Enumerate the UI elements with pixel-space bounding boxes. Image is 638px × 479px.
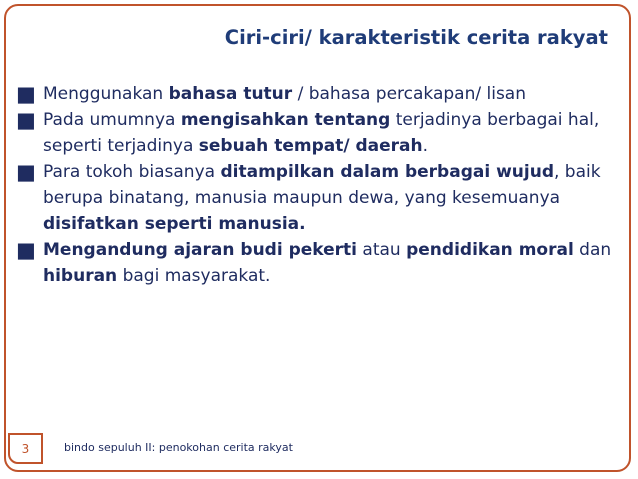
bullet-bold-text: sebuah tempat/ daerah [198,136,423,156]
bullet-item [16,107,616,159]
bullet-text: Pada umumnya [43,110,181,130]
bullet-text: atau [357,240,407,260]
bullet-item [16,81,616,107]
bullet-square-icon: ■ [16,160,36,184]
bullet-square-icon: ■ [16,82,36,106]
bullet-text: terjadinya berbagai hal, seperti terjadinya [43,110,600,156]
bullet-text: bagi masyarakat. [117,266,271,286]
bullet-text: Para tokoh biasanya [43,162,221,182]
bullet-list [16,81,616,289]
bullet-bold-text: hiburan [43,266,118,286]
footer-text: bindo sepuluh II: penokohan cerita rakyat [64,441,293,454]
bullet-bold-text: disifatkan seperti manusia. [43,214,306,234]
bullet-bold-text: ditampilkan dalam berbagai wujud [220,162,554,182]
bullet-text: . [422,136,428,156]
bullet-text: , baik berupa binatang, manusia maupun dewa, yang kesemuanya [43,162,601,208]
bullet-square-icon: ■ [16,108,36,132]
bullet-item [16,237,616,289]
bullet-text: Menggunakan [43,84,169,104]
slide-title: Ciri-ciri/ karakteristik cerita rakyat [224,26,608,49]
bullet-text: dan [573,240,612,260]
bullet-bold-text: pendidikan moral [406,240,574,260]
bullet-square-icon: ■ [16,238,36,262]
bullet-bold-text: Mengandung ajaran budi pekerti [43,240,358,260]
page-number: 3 [8,433,43,464]
bullet-text: / bahasa percakapan/ lisan [292,84,526,104]
bullet-bold-text: mengisahkan tentang [180,110,391,130]
bullet-bold-text: bahasa tutur [168,84,293,104]
bullet-item [16,159,616,237]
